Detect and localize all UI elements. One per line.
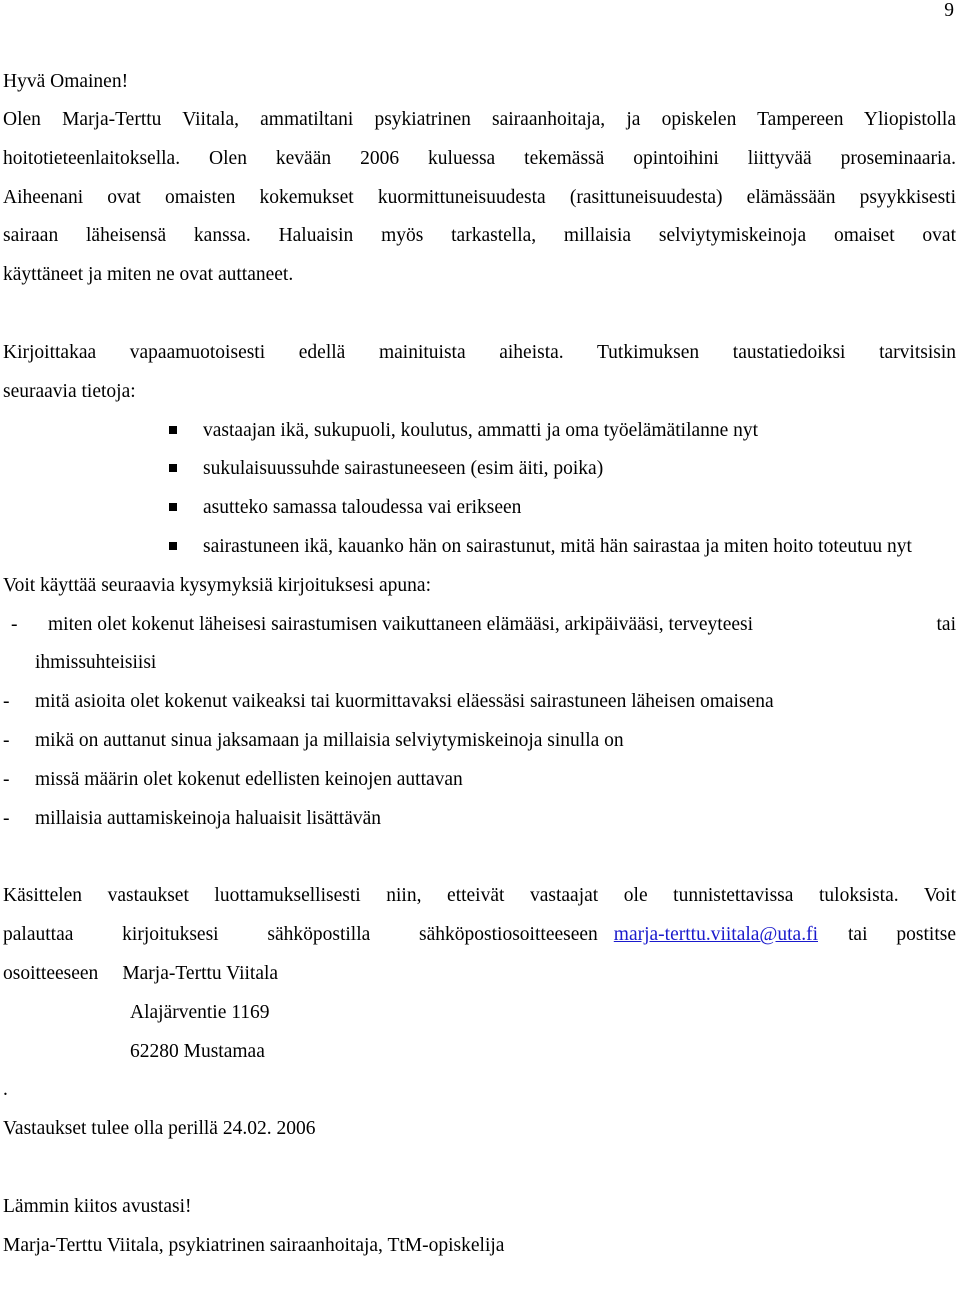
questions-intro: Voit käyttää seuraavia kysymyksiä kirjoituksesi apuna:	[3, 574, 432, 596]
intro-line-4-text: sairaan läheisensä kanssa. Haluaisin myös tarkastella, millaisia selviytymiskeinoja omaiset ovat	[3, 225, 956, 247]
question-text: millaisia auttamiskeinoja haluaisit lisättävän	[35, 807, 382, 829]
question-item	[3, 761, 956, 800]
dash-marker: -	[3, 729, 10, 751]
address-city: 62280 Mustamaa	[130, 1040, 265, 1062]
question-text-continued: ihmissuhteisiisi	[35, 652, 157, 674]
list-item-text: asutteko samassa taloudessa vai erikseen	[203, 497, 522, 519]
dash-marker: -	[3, 807, 10, 829]
separator-dot: .	[3, 1079, 8, 1101]
instructions-line-2-text: seuraavia tietoja:	[3, 380, 136, 402]
dash-marker: -	[3, 768, 10, 790]
address-line-1	[3, 955, 956, 994]
list-item-text: vastaajan ikä, sukupuoli, koulutus, ammatti ja oma työelämätilanne nyt	[203, 419, 759, 441]
intro-line-1-text: Olen Marja-Terttu Viitala, ammatiltani psykiatrinen sairaanhoitaja, ja opiskelen Tampereen Yliopistolla	[3, 109, 956, 130]
signature: Marja-Terttu Viitala, psykiatrinen sairaanhoitaja, TtM-opiskelija	[3, 1234, 505, 1256]
intro-paragraph	[3, 101, 956, 295]
list-item	[203, 528, 956, 567]
question-text-tail: tai	[936, 613, 956, 635]
confidentiality-line-2	[3, 916, 956, 955]
list-item	[203, 489, 956, 528]
intro-line-3-text: Aiheenani ovat omaisten kokemukset kuormittuneisuudesta (rasittuneisuudesta) elämässään psyykkisesti	[3, 186, 956, 208]
question-text: miten olet kokenut läheisesi sairastumisen vaikuttaneen elämääsi, arkipäivääsi, terveyteesi	[48, 613, 754, 635]
question-text: mikä on auttanut sinua jaksamaan ja millaisia selviytymiskeinoja sinulla on	[35, 729, 624, 751]
intro-line-3	[3, 179, 956, 218]
background-info-list	[3, 412, 956, 567]
email-instruction-text: palauttaa kirjoituksesi sähköpostilla sähköpostiosoitteeseen	[3, 924, 598, 946]
page-number: 9	[944, 0, 954, 21]
question-item	[3, 722, 956, 761]
postal-option-text: tai postitse	[848, 924, 956, 946]
question-text: mitä asioita olet kokenut vaikeaksi tai kuormittavaksi eläessäsi sairastuneen läheisen omaisena	[35, 691, 774, 713]
list-item-text: sukulaisuussuhde sairastuneeseen (esim äiti, poika)	[203, 458, 604, 480]
confidentiality-paragraph	[3, 877, 956, 1071]
list-item	[203, 450, 956, 489]
instructions-paragraph	[3, 334, 956, 412]
square-bullet-icon	[169, 464, 177, 472]
address-street: Alajärventie 1169	[130, 1001, 270, 1023]
instructions-line-2	[3, 373, 956, 412]
intro-line-2	[3, 140, 956, 179]
confidentiality-line-1	[3, 877, 956, 916]
questions-list	[3, 606, 956, 839]
address-label: osoitteeseen	[3, 962, 99, 984]
question-item	[3, 683, 956, 722]
intro-line-5	[3, 256, 956, 295]
greeting: Hyvä Omainen!	[3, 71, 129, 92]
thanks: Lämmin kiitos avustasi!	[3, 1195, 192, 1217]
list-item	[203, 412, 956, 451]
list-item-text: sairastuneen ikä, kauanko hän on sairastunut, mitä hän sairastaa ja miten hoito toteutuu nyt	[203, 535, 912, 557]
instructions-line-1-text: Kirjoittakaa vapaamuotoisesti edellä mainituista aiheista. Tutkimuksen taustatiedoiksi tarvitsisin	[3, 341, 956, 363]
address-name: Marja-Terttu Viitala	[122, 962, 279, 984]
intro-line-2-text: hoitotieteenlaitoksella. Olen kevään 2006 kuluessa tekemässä opintoihini liittyvää proseminaaria.	[3, 147, 956, 169]
square-bullet-icon	[169, 426, 177, 434]
intro-line-5-text: käyttäneet ja miten ne ovat auttaneet.	[3, 264, 294, 286]
square-bullet-icon	[169, 542, 177, 550]
dash-marker: -	[3, 691, 10, 713]
intro-line-4	[3, 217, 956, 256]
question-item	[3, 800, 956, 839]
question-text: missä määrin olet kokenut edellisten keinojen auttavan	[35, 768, 463, 790]
letter-body	[3, 62, 956, 1266]
deadline: Vastaukset tulee olla perillä 24.02. 2006	[3, 1118, 316, 1140]
intro-line-1	[3, 101, 956, 140]
instructions-line-1	[3, 334, 956, 373]
confidentiality-line-1-text: Käsittelen vastaukset luottamuksellisesti niin, etteivät vastaajat ole tunnistettavissa tuloksista. Voit	[3, 885, 956, 907]
dash-marker: -	[11, 613, 18, 635]
square-bullet-icon	[169, 503, 177, 511]
email-link[interactable]: marja-terttu.viitala@uta.fi	[613, 924, 818, 946]
question-item	[11, 606, 956, 684]
